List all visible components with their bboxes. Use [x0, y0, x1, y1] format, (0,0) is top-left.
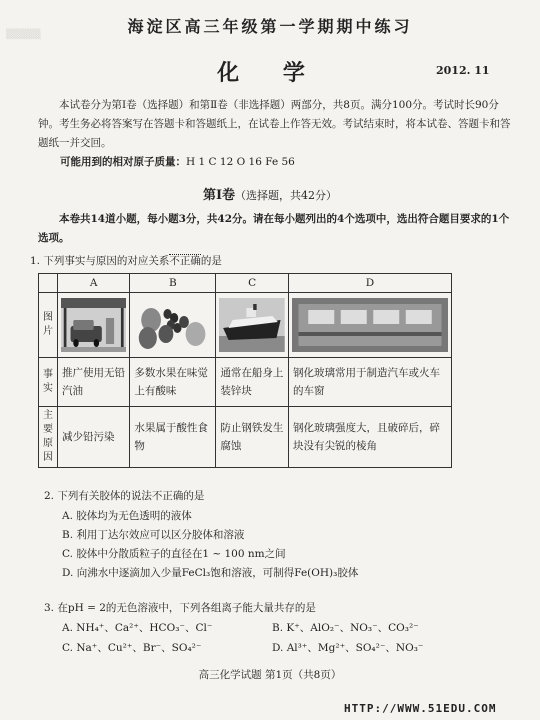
column-header-d: D	[289, 274, 452, 293]
table-row	[39, 293, 452, 358]
section-name: 第Ⅰ卷	[202, 188, 236, 203]
reason-d: 钢化玻璃强度大，且破碎后，碎块没有尖锐的棱角	[289, 407, 452, 468]
reason-c: 防止钢铁发生腐蚀	[216, 407, 289, 468]
atomic-mass-label: 可能用到的相对原子质量：	[60, 156, 186, 168]
q2-option-c: C. 胶体中分散质粒子的直径在1 ~ 100 nm之间	[62, 548, 286, 560]
question-1-table	[38, 273, 452, 468]
atomic-mass-line	[60, 154, 295, 169]
table-row	[39, 407, 452, 468]
page-footer: 高三化学试题 第1页（共8页）	[198, 669, 342, 681]
q3-option-c: C. Na⁺、Cu²⁺、Br⁻、SO₄²⁻	[62, 642, 202, 654]
exam-date: 2012. 11	[436, 64, 490, 77]
picture-fruit	[130, 293, 216, 358]
column-header-c: C	[216, 274, 289, 293]
row-label-fact: 事实	[39, 358, 58, 407]
atomic-mass-values: H 1 C 12 O 16 Fe 56	[186, 156, 295, 168]
question-1-stem	[30, 253, 222, 268]
section-subtitle: （选择题，共42分）	[235, 189, 338, 202]
q2-option-b: B. 利用丁达尔效应可以区分胶体和溶液	[62, 529, 245, 541]
table-corner	[39, 274, 58, 293]
gas-station-image	[61, 298, 126, 352]
exam-instructions: 本试卷分为第Ⅰ卷（选择题）和第Ⅱ卷（非选择题）两部分，共8页。满分100分。考试时长90分钟。考生务必将答案写在答题卡和答题纸上，在试卷上作答无效。考试结束时，将本试卷、答题卡和答题纸一并交回。	[38, 99, 511, 149]
picture-train	[289, 293, 452, 358]
row-label-picture: 图片	[39, 293, 58, 358]
table-row	[39, 358, 452, 407]
subject-title: 化 学	[217, 60, 323, 86]
question-3-stem: 3. 在pH = 2的无色溶液中，下列各组离子能大量共存的是	[44, 602, 316, 614]
q2-option-a: A. 胶体均为无色透明的液体	[62, 510, 192, 522]
table-row	[39, 274, 452, 293]
question-2-stem: 2. 下列有关胶体的说法不正确的是	[44, 490, 205, 502]
column-header-b: B	[130, 274, 216, 293]
q3-option-b: B. K⁺、AlO₂⁻、NO₃⁻、CO₃²⁻	[272, 622, 419, 634]
fact-b: 多数水果在味觉上有酸味	[130, 358, 216, 407]
fact-c: 通常在船身上装锌块	[216, 358, 289, 407]
train-image	[292, 298, 448, 352]
section-title	[0, 184, 540, 203]
q2-option-d: D. 向沸水中逐滴加入少量FeCl₃饱和溶液，可制得Fe(OH)₃胶体	[62, 567, 359, 579]
q1-stem-part: 1. 下列事实与原因的对应关系	[30, 255, 170, 267]
q1-emphasis: 不正确	[169, 255, 201, 267]
fact-a: 推广使用无铅汽油	[58, 358, 130, 407]
exam-header-title: 海淀区高三年级第一学期期中练习	[127, 17, 413, 36]
picture-ship	[216, 293, 289, 358]
q3-option-a: A. NH₄⁺、Ca²⁺、HCO₃⁻、Cl⁻	[62, 622, 213, 634]
fruit-image	[133, 298, 212, 352]
picture-gas-station	[58, 293, 130, 358]
column-header-a: A	[58, 274, 130, 293]
reason-a: 减少铅污染	[58, 407, 130, 468]
reason-b: 水果属于酸性食物	[130, 407, 216, 468]
ship-image	[219, 298, 285, 352]
bleed-through-text: ▒▒▒▒▒	[6, 30, 41, 40]
q1-stem-end: 的是	[200, 255, 222, 267]
q3-option-d: D. Al³⁺、Mg²⁺、SO₄²⁻、NO₃⁻	[272, 642, 424, 654]
fact-d: 钢化玻璃常用于制造汽车或火车的车窗	[289, 358, 452, 407]
section-instructions: 本卷共14道小题，每小题3分，共42分。请在每小题列出的4个选项中，选出符合题目要求的1个选项。	[38, 213, 510, 244]
row-label-reason: 主要原因	[39, 407, 58, 468]
watermark-url: HTTP://WWW.51EDU.COM	[344, 702, 497, 715]
